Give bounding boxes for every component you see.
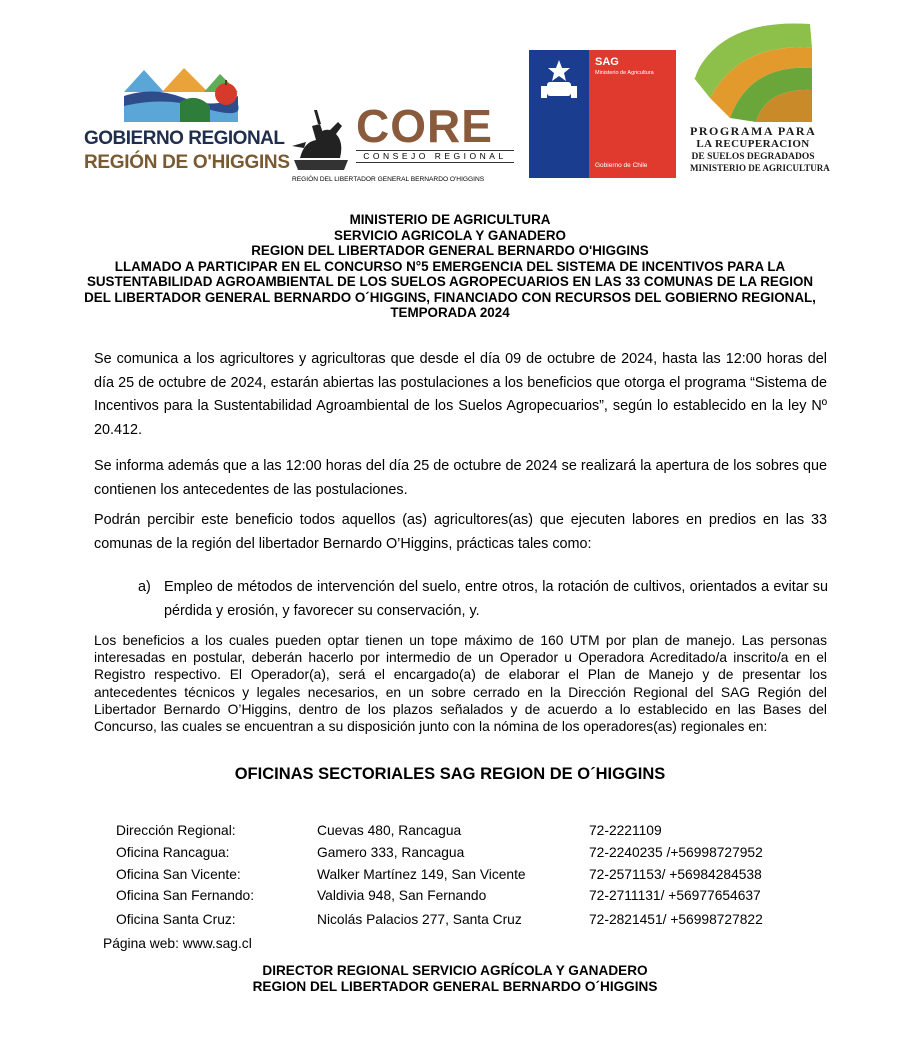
landscape-emblem-icon — [84, 62, 276, 126]
office-row — [116, 867, 816, 889]
office-address: Valdivia 948, San Fernando — [317, 888, 487, 903]
office-name: Oficina San Fernando: — [116, 888, 255, 903]
programa-line3: DE SUELOS DEGRADADOS — [691, 152, 815, 162]
programa-line2: LA RECUPERACION — [696, 138, 810, 150]
office-name: Oficina Rancagua: — [116, 845, 230, 860]
programa-line1: PROGRAMA PARA — [690, 124, 817, 138]
document-header — [80, 212, 820, 321]
office-phone: 72-2711131/ +56977654637 — [589, 888, 761, 903]
chile-coat-of-arms-icon — [529, 50, 589, 110]
programa-logo-text — [690, 124, 830, 174]
website-link[interactable]: Página web: www.sag.cl — [103, 936, 252, 951]
gr-logo-line1: GOBIERNO REGIONAL — [84, 128, 285, 149]
office-phone: 72-2571153/ +56984284538 — [589, 867, 762, 882]
beneficiaries-paragraph: Podrán percibir este beneficio todos aquellos (as) agricultores(as) que ejecuten labores en predios en las 33 comunas de la región del libertador Bernardo O’Higgins, prácticas tales como: — [94, 512, 827, 552]
benefits-paragraph: Los beneficios a los cuales pueden optar tienen un tope máximo de 160 UTM por plan de manejo. Las personas interesadas en postular, deberán hacerlo por intermedio de un Operador u Operadora Acreditado/a inscrito/a en el Registro respectivo. El Operador(a), será el encargado(a) de elaborar el Plan de Manejo y de presentar los antecedentes técnicos y legales necesarios, en un sobre cerrado en la Dirección Regional del SAG Región del Libertador Bernardo O’Higgins, dentro de los plazos señalados y de acuerdo a lo establecido en las Bases del Concurso, las cuales se encuentran a su disposición junto con la nómina de los operadores(as) regionales en: — [94, 633, 827, 735]
signature-line1: DIRECTOR REGIONAL SERVICIO AGRÍCOLA Y GANADERO — [262, 963, 648, 978]
sag-logo-blue-panel — [529, 50, 589, 178]
programa-suelos-logo — [690, 18, 830, 188]
list-marker: a) — [138, 579, 151, 595]
office-row — [116, 888, 816, 910]
office-address: Walker Martínez 149, San Vicente — [317, 867, 526, 882]
office-phone: 72-2221109 — [589, 823, 662, 838]
office-phone: 72-2240235 /+56998727952 — [589, 845, 763, 860]
office-name: Dirección Regional: — [116, 823, 236, 838]
programa-line4: MINISTERIO DE AGRICULTURA — [690, 163, 830, 173]
office-name: Oficina Santa Cruz: — [116, 912, 236, 927]
list-item-text: Empleo de métodos de intervención del suelo, entre otros, la rotación de cultivos, orientados a evitar su pérdida y erosión, y favorecer su conservación, y. — [164, 579, 828, 619]
core-logo-word: CORE — [356, 100, 493, 152]
opening-paragraph: Se informa además que a las 12:00 horas del día 25 de octubre de 2024 se realizará la apertura de los sobres que contienen los antecedentes de las postulaciones. — [94, 458, 827, 498]
office-row — [116, 823, 816, 845]
gr-logo-line2: REGIÓN DE O'HIGGINS — [84, 152, 290, 173]
offices-title: OFICINAS SECTORIALES SAG REGION DE O´HIGGINS — [234, 765, 666, 783]
core-logo-footer: REGIÓN DEL LIBERTADOR GENERAL BERNARDO O'HIGGINS — [292, 176, 485, 183]
core-logo — [286, 102, 518, 194]
region-line: REGION DEL LIBERTADOR GENERAL BERNARDO O'HIGGINS — [251, 243, 649, 258]
office-address: Nicolás Palacios 277, Santa Cruz — [317, 912, 522, 927]
signature-line2: REGION DEL LIBERTADOR GENERAL BERNARDO O´HIGGINS — [252, 979, 658, 994]
gobierno-regional-logo — [84, 62, 290, 182]
sag-logo — [529, 50, 676, 178]
sag-logo-name: SAG — [595, 56, 619, 68]
intro-paragraph: Se comunica a los agricultores y agricultoras que desde el día 09 de octubre de 2024, hasta las 12:00 horas del día 25 de octubre de 2024, estarán abiertas las postulaciones a los beneficios que otorga el programa “Sistema de Incentivos para la Sustentabilidad Agroambiental de los Suelos Agropecuarios”, según lo establecido en la ley Nº 20.412. — [94, 351, 827, 438]
office-address: Gamero 333, Rancagua — [317, 845, 465, 860]
horseman-statue-icon — [286, 102, 356, 174]
logo-bar — [0, 14, 900, 194]
sag-logo-government: Gobierno de Chile — [595, 162, 648, 169]
office-phone: 72-2821451/ +56998727822 — [589, 912, 763, 927]
fields-emblem-icon — [690, 18, 816, 122]
signature-block — [0, 963, 900, 995]
service-line: SERVICIO AGRICOLA Y GANADERO — [334, 227, 566, 243]
office-row — [116, 845, 816, 867]
office-name: Oficina San Vicente: — [116, 867, 241, 882]
sag-logo-ministry: Ministerio de Agricultura — [595, 70, 654, 76]
document-title: LLAMADO A PARTICIPAR EN EL CONCURSO N°5 EMERGENCIA DEL SISTEMA DE INCENTIVOS PARA LA SUSTENTABILIDAD AGROAMBIENTAL DE LOS SUELOS AGROPECUARIOS EN LAS 33 COMUNAS DE LA REGION DEL LIBERTADOR GENERAL BERNARDO O´HIGGINS, FINANCIADO CON RECURSOS DEL GOBIERNO REGIONAL, TEMPORADA 2024 — [84, 258, 816, 320]
ministry-line: MINISTERIO DE AGRICULTURA — [349, 212, 551, 227]
office-row — [116, 912, 816, 934]
core-logo-subtitle: CONSEJO REGIONAL — [356, 150, 514, 163]
office-address: Cuevas 480, Rancagua — [317, 823, 462, 838]
